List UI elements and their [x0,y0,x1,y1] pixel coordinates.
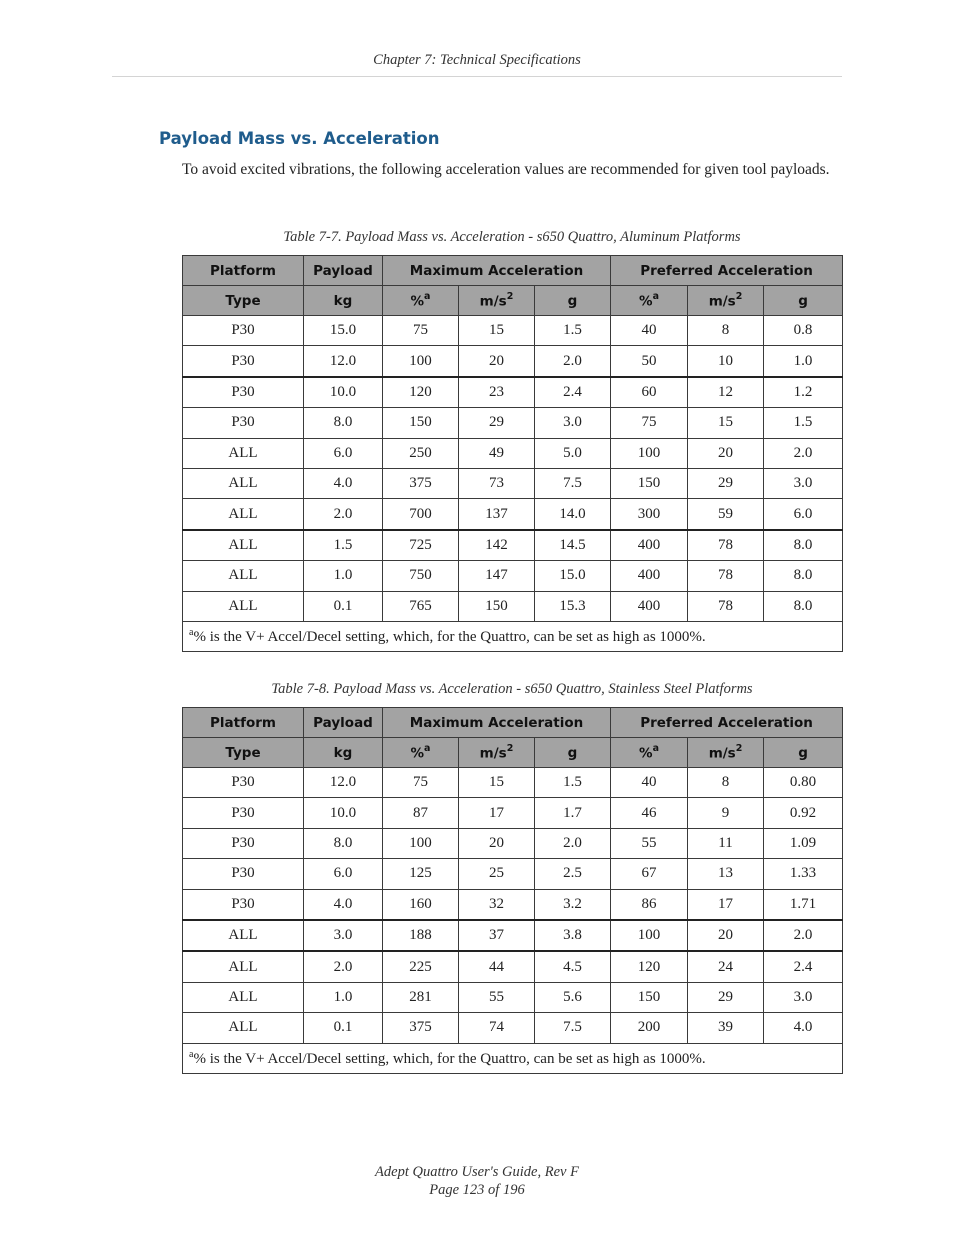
table-note-row [183,1043,843,1073]
table-row [183,591,843,621]
cell-payload-kg: 4.0 [304,468,383,498]
cell-pref-ms2: 9 [688,798,764,828]
cell-max-g: 2.4 [535,377,611,408]
cell-max-percent: 765 [383,591,459,621]
cell-pref-percent: 50 [611,346,688,377]
table-row [183,920,843,951]
cell-max-g: 2.5 [535,859,611,889]
col-header-preferred-acceleration: Preferred Acceleration [611,708,843,738]
cell-platform-type: ALL [183,1013,304,1043]
cell-max-ms2: 44 [459,951,535,982]
table-row [183,346,843,377]
footnote-marker: a [424,742,431,754]
cell-pref-g: 1.0 [764,346,843,377]
cell-platform-type: ALL [183,591,304,621]
cell-max-percent: 150 [383,408,459,438]
cell-pref-g: 1.71 [764,889,843,920]
unit-exponent: 2 [506,290,514,302]
cell-pref-ms2: 39 [688,1013,764,1043]
col-header-pref-g: g [764,286,843,316]
table-row [183,561,843,591]
cell-pref-g: 6.0 [764,499,843,530]
cell-pref-percent: 55 [611,828,688,858]
cell-pref-g: 1.09 [764,828,843,858]
cell-max-percent: 700 [383,499,459,530]
cell-pref-ms2: 78 [688,591,764,621]
cell-pref-percent: 46 [611,798,688,828]
unit-ms: m/s [479,745,507,762]
cell-max-g: 1.5 [535,768,611,798]
payload-table-stainless [182,707,843,1074]
cell-max-percent: 281 [383,982,459,1012]
cell-payload-kg: 4.0 [304,889,383,920]
table-caption: Table 7-8. Payload Mass vs. Acceleration - s650 Quattro, Stainless Steel Platforms [271,681,753,697]
cell-payload-kg: 1.5 [304,530,383,561]
header-row-groups [183,256,843,286]
cell-pref-ms2: 20 [688,920,764,951]
cell-max-ms2: 74 [459,1013,535,1043]
cell-platform-type: P30 [183,316,304,346]
cell-pref-ms2: 29 [688,468,764,498]
table-row [183,1013,843,1043]
cell-payload-kg: 12.0 [304,768,383,798]
cell-pref-percent: 400 [611,591,688,621]
cell-pref-g: 1.2 [764,377,843,408]
cell-max-percent: 75 [383,768,459,798]
cell-pref-ms2: 29 [688,982,764,1012]
col-header-preferred-acceleration: Preferred Acceleration [611,256,843,286]
cell-max-percent: 87 [383,798,459,828]
cell-max-g: 4.5 [535,951,611,982]
cell-pref-percent: 400 [611,561,688,591]
unit-percent: % [639,745,653,762]
cell-pref-g: 0.92 [764,798,843,828]
cell-max-g: 3.8 [535,920,611,951]
cell-platform-type: P30 [183,859,304,889]
cell-max-ms2: 29 [459,408,535,438]
running-head: Chapter 7: Technical Specifications [373,52,581,68]
cell-pref-ms2: 15 [688,408,764,438]
col-header-payload: Payload [304,708,383,738]
cell-max-g: 15.3 [535,591,611,621]
cell-max-g: 1.5 [535,316,611,346]
cell-pref-percent: 200 [611,1013,688,1043]
cell-max-ms2: 147 [459,561,535,591]
cell-pref-percent: 400 [611,530,688,561]
table-row [183,768,843,798]
cell-max-percent: 100 [383,346,459,377]
cell-max-percent: 250 [383,438,459,468]
cell-platform-type: ALL [183,951,304,982]
footnote-marker: a [424,290,431,302]
cell-max-g: 14.0 [535,499,611,530]
col-header-max-g: g [535,286,611,316]
cell-max-ms2: 15 [459,316,535,346]
cell-max-percent: 225 [383,951,459,982]
cell-max-g: 5.0 [535,438,611,468]
cell-max-g: 14.5 [535,530,611,561]
header-row-units [183,738,843,768]
cell-pref-g: 2.0 [764,920,843,951]
cell-max-percent: 750 [383,561,459,591]
cell-pref-ms2: 59 [688,499,764,530]
table-row [183,316,843,346]
col-header-payload: Payload [304,256,383,286]
cell-platform-type: ALL [183,982,304,1012]
cell-platform-type: ALL [183,499,304,530]
page-footer [112,1163,842,1199]
cell-pref-ms2: 8 [688,768,764,798]
table-row [183,889,843,920]
cell-max-ms2: 25 [459,859,535,889]
cell-pref-g: 3.0 [764,468,843,498]
col-header-max-percent [383,738,459,768]
col-header-kg: kg [304,738,383,768]
cell-pref-percent: 67 [611,859,688,889]
cell-platform-type: P30 [183,798,304,828]
cell-pref-g: 0.80 [764,768,843,798]
cell-platform-type: ALL [183,561,304,591]
cell-pref-g: 8.0 [764,530,843,561]
cell-payload-kg: 8.0 [304,408,383,438]
cell-pref-percent: 100 [611,438,688,468]
section-title: Payload Mass vs. Acceleration [159,129,440,148]
cell-max-ms2: 49 [459,438,535,468]
cell-payload-kg: 15.0 [304,316,383,346]
cell-pref-ms2: 24 [688,951,764,982]
cell-pref-percent: 150 [611,982,688,1012]
cell-max-ms2: 150 [459,591,535,621]
unit-percent: % [639,293,653,310]
table-row [183,982,843,1012]
cell-pref-ms2: 11 [688,828,764,858]
cell-max-g: 1.7 [535,798,611,828]
cell-max-percent: 160 [383,889,459,920]
table-footnote [183,1043,843,1073]
cell-max-g: 15.0 [535,561,611,591]
cell-payload-kg: 12.0 [304,346,383,377]
cell-max-ms2: 20 [459,346,535,377]
col-header-kg: kg [304,286,383,316]
table-body [183,316,843,622]
col-header-max-ms2 [459,738,535,768]
cell-platform-type: P30 [183,889,304,920]
col-header-type: Type [183,738,304,768]
cell-pref-ms2: 17 [688,889,764,920]
col-header-type: Type [183,286,304,316]
table-body [183,768,843,1044]
unit-percent: % [410,745,425,762]
table-row [183,408,843,438]
cell-max-percent: 120 [383,377,459,408]
cell-platform-type: P30 [183,377,304,408]
cell-pref-percent: 60 [611,377,688,408]
footnote-marker: a [652,290,659,302]
col-header-pref-g: g [764,738,843,768]
cell-pref-ms2: 20 [688,438,764,468]
table-row [183,828,843,858]
cell-payload-kg: 2.0 [304,951,383,982]
cell-payload-kg: 10.0 [304,798,383,828]
table-row [183,798,843,828]
col-header-platform: Platform [183,708,304,738]
cell-max-percent: 375 [383,468,459,498]
col-header-max-percent [383,286,459,316]
cell-pref-percent: 300 [611,499,688,530]
cell-max-ms2: 142 [459,530,535,561]
footer-page-number: Page 123 of 196 [429,1182,525,1198]
cell-max-g: 3.0 [535,408,611,438]
cell-pref-g: 0.8 [764,316,843,346]
footnote-text: % is the V+ Accel/Decel setting, which, for the Quattro, can be set as high as 1000%. [193,1050,706,1067]
cell-pref-percent: 40 [611,768,688,798]
cell-platform-type: P30 [183,408,304,438]
table-footnote [183,621,843,651]
table-row [183,859,843,889]
col-header-max-ms2 [459,286,535,316]
cell-max-ms2: 55 [459,982,535,1012]
cell-pref-percent: 120 [611,951,688,982]
cell-platform-type: ALL [183,468,304,498]
table-note-row [183,621,843,651]
cell-max-ms2: 73 [459,468,535,498]
cell-pref-g: 2.4 [764,951,843,982]
unit-ms: m/s [708,745,736,762]
cell-payload-kg: 3.0 [304,920,383,951]
cell-max-percent: 75 [383,316,459,346]
unit-ms: m/s [708,293,736,310]
cell-max-g: 2.0 [535,828,611,858]
cell-platform-type: P30 [183,346,304,377]
cell-payload-kg: 1.0 [304,561,383,591]
cell-max-percent: 375 [383,1013,459,1043]
cell-max-percent: 725 [383,530,459,561]
unit-exponent: 2 [506,742,514,754]
cell-payload-kg: 0.1 [304,591,383,621]
table-row [183,377,843,408]
cell-max-ms2: 20 [459,828,535,858]
cell-max-g: 2.0 [535,346,611,377]
header-row-units [183,286,843,316]
unit-exponent: 2 [735,742,743,754]
cell-max-percent: 188 [383,920,459,951]
col-header-pref-ms2 [688,286,764,316]
table-caption: Table 7-7. Payload Mass vs. Acceleration - s650 Quattro, Aluminum Platforms [283,229,741,245]
table-row [183,951,843,982]
col-header-maximum-acceleration: Maximum Acceleration [383,708,611,738]
payload-table-aluminum [182,255,843,652]
cell-max-ms2: 37 [459,920,535,951]
cell-pref-ms2: 12 [688,377,764,408]
cell-max-g: 7.5 [535,468,611,498]
footnote-text: % is the V+ Accel/Decel setting, which, for the Quattro, can be set as high as 1000%. [193,629,706,646]
cell-platform-type: P30 [183,768,304,798]
cell-pref-percent: 150 [611,468,688,498]
cell-pref-percent: 86 [611,889,688,920]
cell-max-g: 5.6 [535,982,611,1012]
table-row [183,499,843,530]
cell-pref-ms2: 78 [688,530,764,561]
cell-pref-percent: 75 [611,408,688,438]
cell-pref-percent: 100 [611,920,688,951]
footnote-marker: a [189,627,194,639]
unit-exponent: 2 [735,290,743,302]
cell-platform-type: ALL [183,438,304,468]
cell-max-g: 7.5 [535,1013,611,1043]
header-row-groups [183,708,843,738]
cell-platform-type: P30 [183,828,304,858]
cell-pref-g: 1.5 [764,408,843,438]
cell-platform-type: ALL [183,920,304,951]
cell-payload-kg: 8.0 [304,828,383,858]
col-header-max-g: g [535,738,611,768]
cell-max-ms2: 15 [459,768,535,798]
col-header-pref-percent [611,738,688,768]
col-header-pref-percent [611,286,688,316]
cell-max-ms2: 23 [459,377,535,408]
cell-payload-kg: 6.0 [304,859,383,889]
cell-pref-g: 2.0 [764,438,843,468]
col-header-platform: Platform [183,256,304,286]
col-header-pref-ms2 [688,738,764,768]
cell-max-ms2: 137 [459,499,535,530]
cell-payload-kg: 2.0 [304,499,383,530]
cell-pref-ms2: 78 [688,561,764,591]
cell-platform-type: ALL [183,530,304,561]
header-rule [112,76,842,77]
cell-payload-kg: 10.0 [304,377,383,408]
cell-payload-kg: 1.0 [304,982,383,1012]
footnote-marker: a [189,1048,194,1060]
table-row [183,530,843,561]
cell-pref-g: 8.0 [764,561,843,591]
cell-pref-ms2: 10 [688,346,764,377]
cell-max-percent: 100 [383,828,459,858]
table-row [183,438,843,468]
cell-max-ms2: 32 [459,889,535,920]
cell-payload-kg: 6.0 [304,438,383,468]
cell-pref-g: 3.0 [764,982,843,1012]
col-header-maximum-acceleration: Maximum Acceleration [383,256,611,286]
cell-pref-ms2: 8 [688,316,764,346]
cell-payload-kg: 0.1 [304,1013,383,1043]
cell-pref-ms2: 13 [688,859,764,889]
footnote-marker: a [652,742,659,754]
cell-pref-g: 1.33 [764,859,843,889]
table-row [183,468,843,498]
cell-max-percent: 125 [383,859,459,889]
cell-pref-percent: 40 [611,316,688,346]
cell-pref-g: 8.0 [764,591,843,621]
cell-max-g: 3.2 [535,889,611,920]
unit-percent: % [410,293,425,310]
intro-paragraph: To avoid excited vibrations, the following acceleration values are recommended for given tool payloads. [182,161,830,178]
unit-ms: m/s [479,293,507,310]
cell-max-ms2: 17 [459,798,535,828]
cell-pref-g: 4.0 [764,1013,843,1043]
footer-doc-title: Adept Quattro User's Guide, Rev F [375,1164,579,1180]
